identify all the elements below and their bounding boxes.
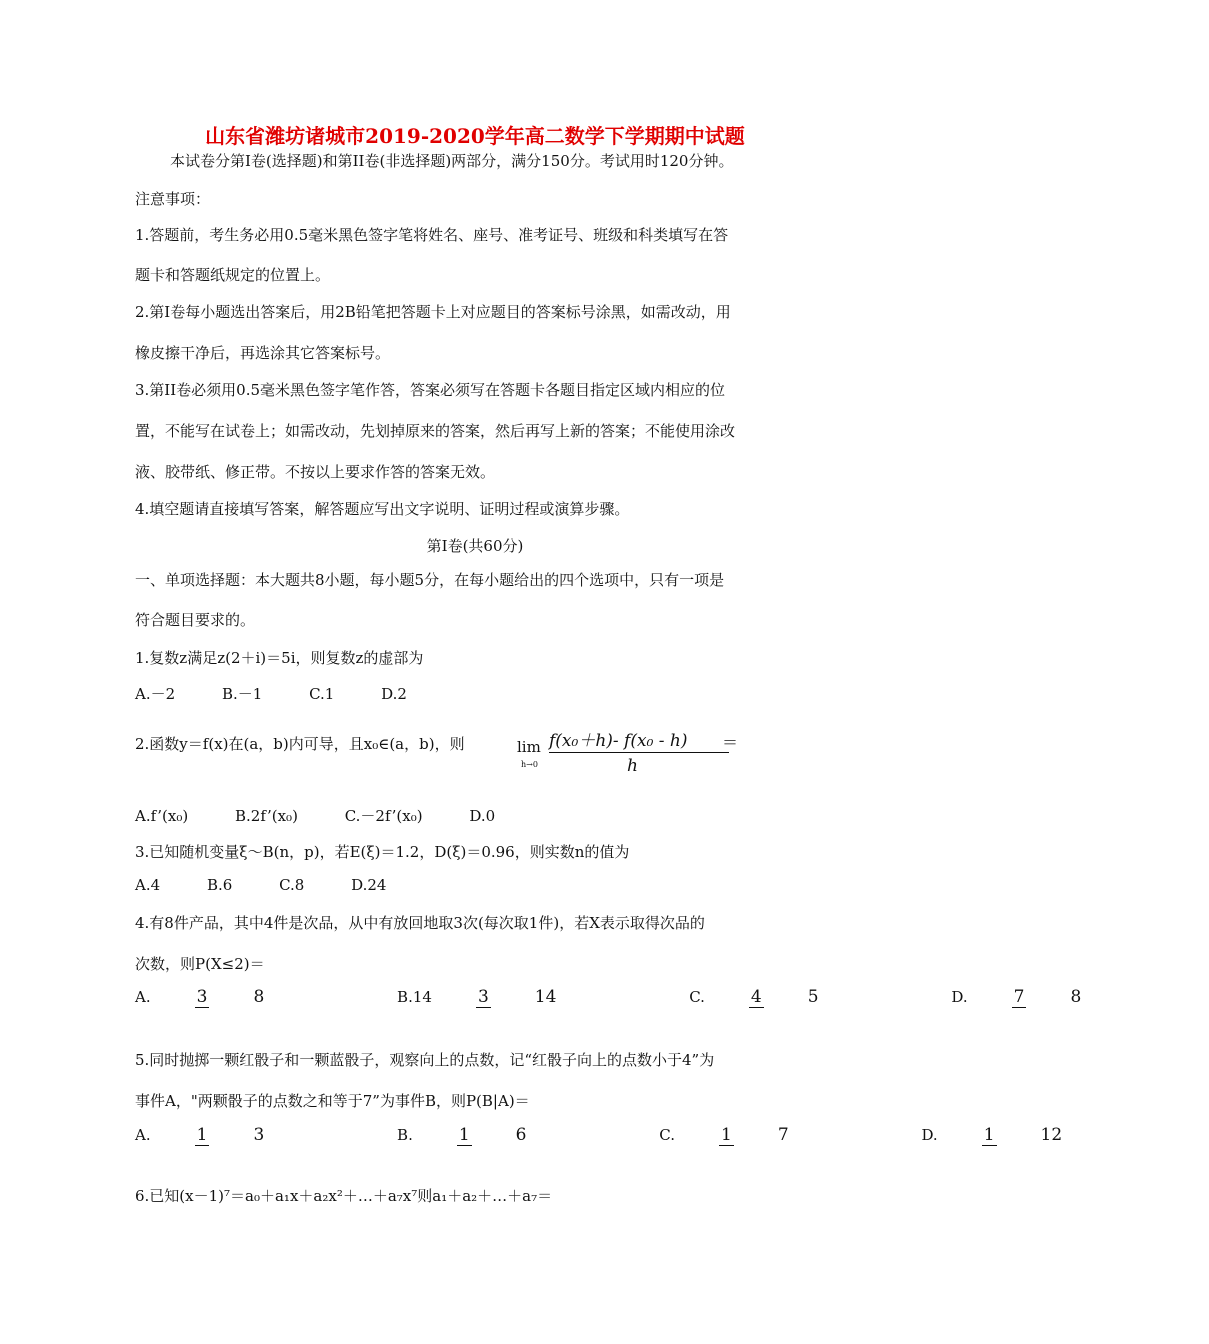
question-5-stem: 事件A，"两颗骰子的点数之和等于7”为事件B，则P(B|A)＝ bbox=[135, 1092, 530, 1110]
option-b: B.6 bbox=[206, 876, 233, 894]
option-a: A.－2 bbox=[135, 685, 176, 703]
question-3-stem: 3.已知随机变量ξ～B(n，p)，若E(ξ)＝1.2，D(ξ)＝0.96，则实数n的值为 bbox=[135, 843, 630, 861]
option-b: B.14 3 14 bbox=[397, 987, 557, 1008]
option-c: C.－2f’(x₀) bbox=[344, 807, 423, 825]
option-a: A.f’(x₀) bbox=[135, 807, 189, 825]
question-2-options bbox=[135, 805, 537, 826]
question-5-options bbox=[135, 1126, 1190, 1146]
option-c: C. 1 7 bbox=[659, 1125, 789, 1146]
option-c: C. 4 5 bbox=[689, 987, 819, 1008]
question-4-stem: 4.有8件产品，其中4件是次品，从中有放回地取3次(每次取1件)，若X表示取得次品的 bbox=[135, 914, 705, 932]
option-a: A.4 bbox=[135, 876, 161, 894]
question-6-stem: 6.已知(x－1)⁷＝a₀＋a₁x＋a₂x²＋…＋a₇x⁷则a₁＋a₂＋…＋a₇＝ bbox=[135, 1187, 553, 1205]
question-1-options bbox=[135, 683, 449, 704]
option-b: B. 1 6 bbox=[397, 1125, 527, 1146]
page-title: 山东省潍坊诸城市2019-2020学年高二数学下学期期中试题 bbox=[205, 124, 745, 148]
formula-denominator: h bbox=[627, 756, 638, 776]
notice-line: 液、胶带纸、修正带。不按以上要求作答的答案无效。 bbox=[135, 463, 496, 481]
question-3-options bbox=[135, 876, 428, 894]
notice-heading: 注意事项： bbox=[135, 190, 211, 208]
question-4-options bbox=[135, 988, 1209, 1008]
equals-sign: ＝ bbox=[722, 733, 739, 752]
question-4-stem: 次数，则P(X≤2)＝ bbox=[135, 955, 265, 973]
question-2-stem: 2.函数y＝f(x)在(a，b)内可导，且x₀∈(a，b)，则 bbox=[135, 735, 465, 753]
notice-line: 置，不能写在试卷上；如需改动，先划掉原来的答案，然后再写上新的答案；不能使用涂改 bbox=[135, 422, 736, 440]
notice-line: 题卡和答题纸规定的位置上。 bbox=[135, 266, 331, 284]
formula-numerator: f(x₀＋h)- f(x₀ - h) bbox=[549, 731, 688, 751]
option-c: C.8 bbox=[279, 876, 305, 894]
question-1-stem: 1.复数z满足z(2＋i)＝5i，则复数z的虚部为 bbox=[135, 649, 424, 667]
option-a: A. 3 8 bbox=[135, 987, 265, 1008]
option-a: A. 1 3 bbox=[135, 1125, 265, 1146]
option-d: D.0 bbox=[469, 807, 496, 825]
part1-title: 第Ⅰ卷(共60分) bbox=[426, 537, 524, 555]
limit-symbol: lim bbox=[517, 738, 541, 756]
notice-line: 1.答题前，考生务必用0.5毫米黑色签字笔将姓名、座号、准考证号、班级和科类填写在答 bbox=[135, 226, 729, 244]
option-d: D. 7 8 bbox=[951, 987, 1082, 1008]
fraction-bar bbox=[549, 752, 729, 753]
notice-line: 3.第II卷必须用0.5毫米黑色签字笔作答，答案必须写在答题卡各题目指定区域内相应的位 bbox=[135, 381, 726, 399]
notice-line: 4.填空题请直接填写答案，解答题应写出文字说明、证明过程或演算步骤。 bbox=[135, 500, 630, 518]
option-d: D.24 bbox=[351, 876, 387, 894]
option-c: C.1 bbox=[309, 685, 335, 703]
limit-formula bbox=[517, 726, 742, 776]
option-d: D.2 bbox=[381, 685, 407, 703]
option-b: B.2f’(x₀) bbox=[234, 807, 298, 825]
option-b: B.－1 bbox=[221, 685, 263, 703]
limit-subscript: h→0 bbox=[521, 760, 538, 769]
intro-text: 本试卷分第Ⅰ卷(选择题)和第II卷(非选择题)两部分，满分150分。考试用时120分钟。 bbox=[170, 152, 734, 170]
question-5-stem: 5.同时抛掷一颗红骰子和一颗蓝骰子，观察向上的点数，记“红骰子向上的点数小于4”为 bbox=[135, 1051, 715, 1069]
notice-line: 橡皮擦干净后，再选涂其它答案标号。 bbox=[135, 344, 391, 362]
option-d: D. 1 12 bbox=[921, 1125, 1063, 1146]
section-heading: 一、单项选择题：本大题共8小题，每小题5分，在每小题给出的四个选项中，只有一项是 bbox=[135, 571, 725, 589]
notice-line: 2.第Ⅰ卷每小题选出答案后，用2B铅笔把答题卡上对应题目的答案标号涂黑，如需改动，用 bbox=[135, 303, 731, 321]
section-heading: 符合题目要求的。 bbox=[135, 611, 256, 629]
